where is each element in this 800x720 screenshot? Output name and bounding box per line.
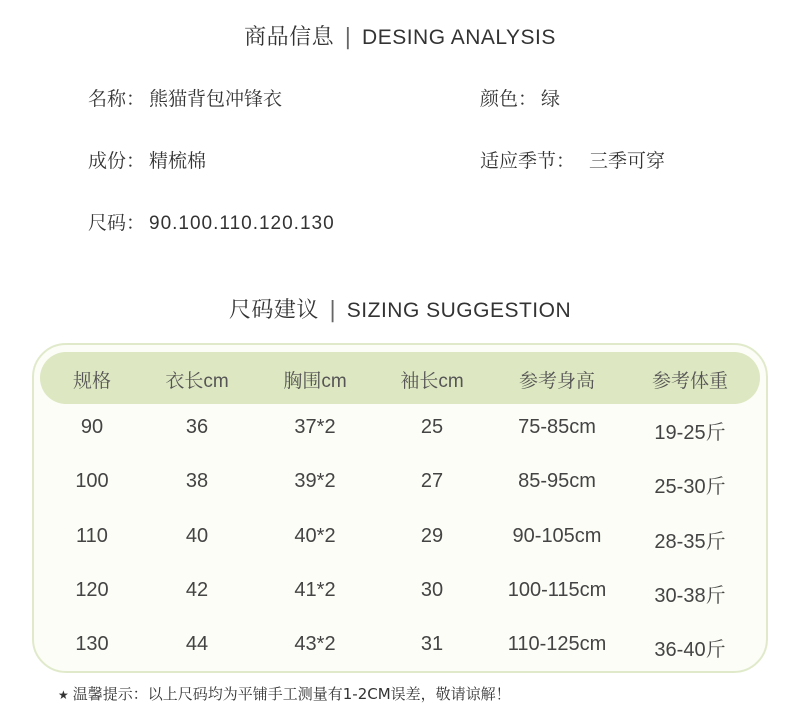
sizing-title-en: SIZING SUGGESTION: [346, 299, 572, 322]
product-info-title-en: DESING ANALYSIS: [362, 26, 556, 49]
color-label: 颜色：: [480, 88, 538, 110]
footnote: [58, 683, 511, 704]
table-cell: 38: [185, 470, 209, 492]
table-cell: 110-125cm: [507, 633, 607, 655]
name-value: 熊猫背包冲锋衣: [149, 88, 283, 110]
table-cell: 39*2: [294, 470, 336, 492]
info-size: [88, 208, 335, 235]
table-cell: 41*2: [294, 579, 336, 601]
title-separator: |: [344, 25, 353, 50]
table-cell: 110: [76, 525, 108, 547]
table-cell: 40: [185, 525, 209, 547]
table-header-cell: 参考体重: [651, 371, 728, 392]
star-icon: ★: [58, 688, 69, 702]
season-label: 适应季节：: [480, 150, 576, 172]
table-cell: 42: [185, 579, 209, 601]
sizing-title-cn: 尺码建议: [228, 298, 319, 323]
table-cell: 44: [185, 633, 209, 655]
table-header-cell: 参考身高: [518, 371, 595, 392]
table-cell: 29: [420, 525, 444, 547]
table-cell: 36-40斤: [654, 639, 726, 661]
table-cell: 90-105cm: [512, 525, 602, 547]
table-header-cell: 袖长cm: [400, 371, 464, 392]
footnote-text: 温馨提示：以上尺码均为平铺手工测量有1-2CM误差，敬请谅解！: [72, 685, 511, 703]
table-cell: 36: [185, 416, 209, 438]
table-cell: 85-95cm: [518, 470, 596, 492]
table-cell: 100-115cm: [507, 579, 607, 601]
table-cell: 27: [420, 470, 444, 492]
table-cell: 19-25斤: [654, 422, 726, 444]
table-cell: 25-30斤: [654, 476, 726, 498]
table-cell: 130: [75, 633, 109, 655]
info-color: [480, 84, 560, 111]
table-cell: 120: [75, 579, 109, 601]
table-cell: 43*2: [294, 633, 336, 655]
season-value: 三季可穿: [589, 150, 666, 172]
table-cell: 31: [420, 633, 444, 655]
product-info-title-cn: 商品信息: [244, 25, 335, 50]
info-material: [88, 146, 206, 173]
size-label: 尺码：: [88, 212, 146, 234]
table-cell: 25: [420, 416, 444, 438]
info-season: [480, 146, 665, 173]
material-label: 成份：: [88, 150, 146, 172]
table-cell: 100: [75, 470, 109, 492]
table-cell: 90: [80, 416, 104, 438]
size-value: 90.100.110.120.130: [149, 213, 335, 234]
info-name: [88, 84, 282, 111]
table-header-cell: 规格: [72, 371, 111, 392]
product-info-title: [0, 20, 800, 51]
color-value: 绿: [541, 88, 561, 110]
table-cell: 40*2: [294, 525, 336, 547]
table-cell: 30-38斤: [654, 585, 726, 607]
table-cell: 30: [420, 579, 444, 601]
title-separator: |: [328, 298, 337, 323]
table-cell: 28-35斤: [654, 531, 726, 553]
sizing-title: [0, 293, 800, 324]
table-header-cell: 胸围cm: [283, 371, 347, 392]
material-value: 精梳棉: [149, 150, 207, 172]
table-header-cell: 衣长cm: [165, 371, 229, 392]
table-cell: 75-85cm: [518, 416, 596, 438]
table-cell: 37*2: [294, 416, 336, 438]
name-label: 名称：: [88, 88, 146, 110]
